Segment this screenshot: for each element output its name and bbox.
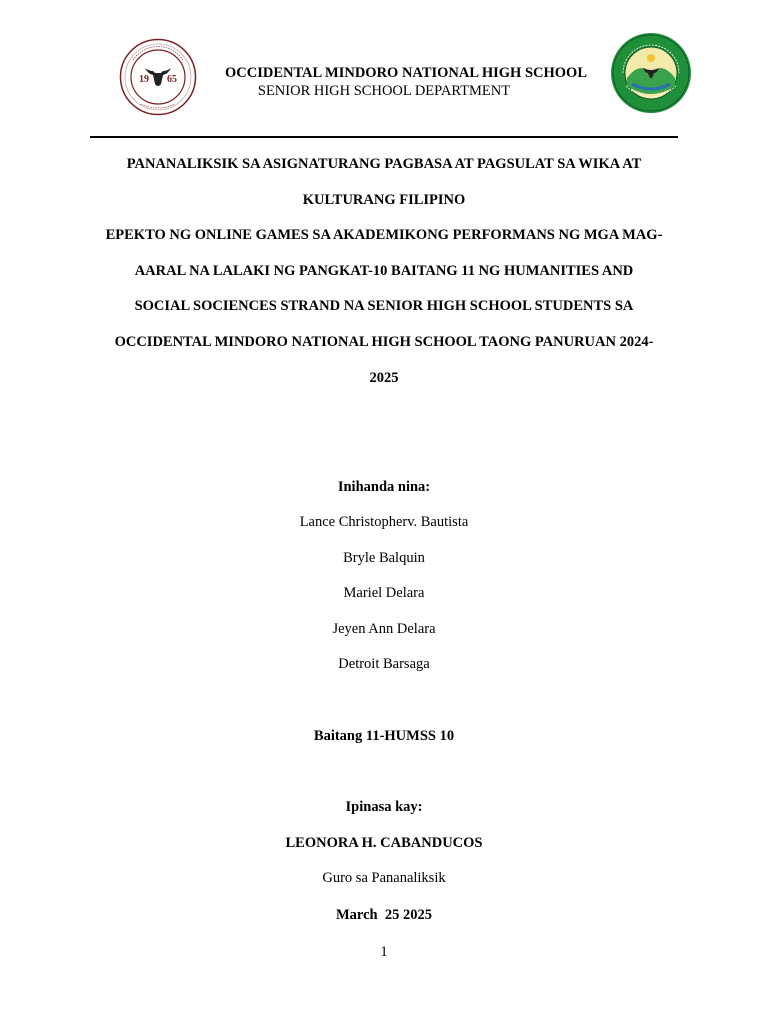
svg-text:19: 19 xyxy=(139,74,149,85)
submission-date: March 25 2025 xyxy=(336,907,432,923)
study-title-line: SOCIAL SOCIENCES STRAND NA SENIOR HIGH SCHOOL STUDENTS SA xyxy=(134,298,634,315)
prepared-by-label: Inihanda nina: xyxy=(337,479,431,495)
subject-line-2: KULTURANG FILIPINO xyxy=(302,191,466,208)
author-name: Mariel Delara xyxy=(343,585,425,601)
teacher-role: Guro sa Pananaliksik xyxy=(322,870,446,886)
department-name: SENIOR HIGH SCHOOL DEPARTMENT xyxy=(257,83,511,99)
teacher-name: LEONORA H. CABANDUCOS xyxy=(285,835,483,851)
subject-line-1: PANANALIKSIK SA ASIGNATURANG PAGBASA AT PAGSULAT SA WIKA AT xyxy=(126,156,642,172)
header-divider xyxy=(90,136,678,138)
study-title-line: 2025 xyxy=(369,369,399,386)
page-number: 1 xyxy=(380,944,388,960)
grade-section: Baitang 11-HUMSS 10 xyxy=(313,728,455,744)
svg-text:65: 65 xyxy=(167,74,177,85)
author-name: Jeyen Ann Delara xyxy=(332,621,436,637)
deped-division-seal-logo xyxy=(610,32,692,114)
research-title xyxy=(88,147,680,396)
author-name: Lance Christopherv. Bautista xyxy=(299,514,469,530)
author-name: Detroit Barsaga xyxy=(338,656,430,672)
study-title-line: OCCIDENTAL MINDORO NATIONAL HIGH SCHOOL TAONG PANURUAN 2024- xyxy=(114,333,654,350)
school-seal-logo xyxy=(119,38,197,116)
author-name: Bryle Balquin xyxy=(343,550,425,566)
study-title-line: AARAL NA LALAKI NG PANGKAT-10 BAITANG 11 NG HUMANITIES AND xyxy=(134,262,634,279)
school-name: OCCIDENTAL MINDORO NATIONAL HIGH SCHOOL xyxy=(224,65,587,81)
submitted-to-label: Ipinasa kay: xyxy=(345,799,423,815)
study-title-line: EPEKTO NG ONLINE GAMES SA AKADEMIKONG PERFORMANS NG MGA MAG- xyxy=(105,227,663,244)
